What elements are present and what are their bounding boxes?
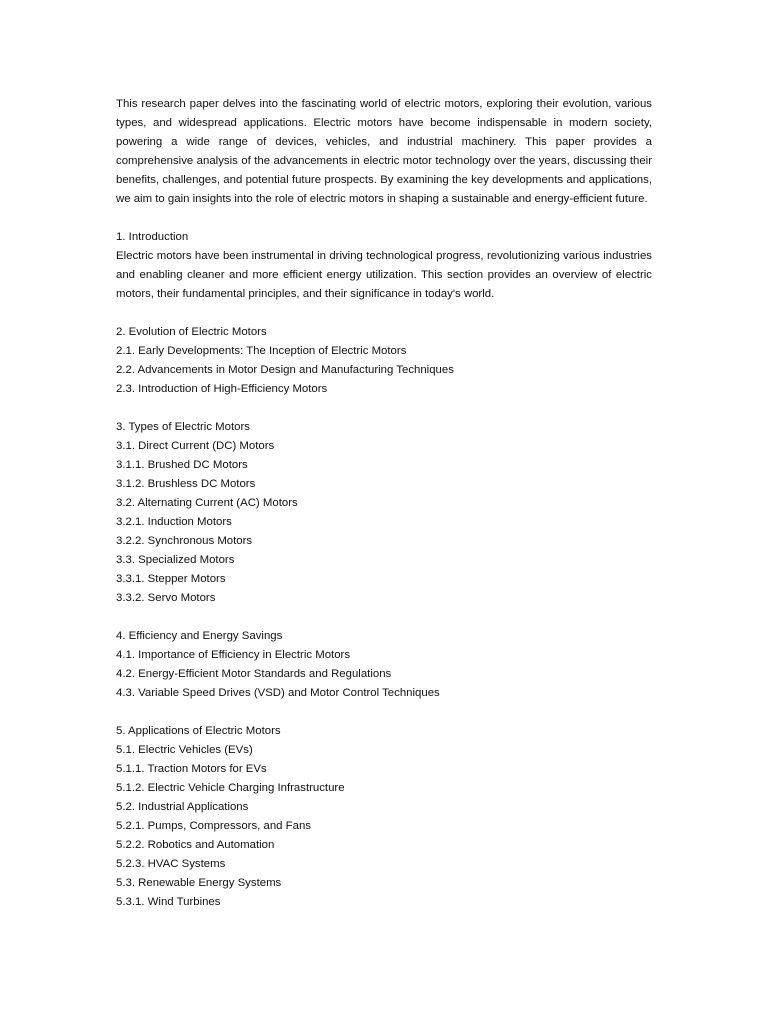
- section-heading-efficiency: 4. Efficiency and Energy Savings: [116, 630, 283, 642]
- subsection-item: 5.3. Renewable Energy Systems: [116, 877, 282, 889]
- section-heading-evolution: 2. Evolution of Electric Motors: [116, 326, 267, 338]
- evolution-section: [116, 323, 652, 399]
- efficiency-section: [116, 627, 652, 703]
- introduction-section: [116, 228, 652, 304]
- subsection-item: 3.1. Direct Current (DC) Motors: [116, 440, 275, 452]
- introduction-paragraph: Electric motors have been instrumental in driving technological progress, revolutionizing various industries and enabling cleaner and more efficient energy utilization. This section provides an overview of electric motors, their fundamental principles, and their significance in today's world.: [116, 250, 652, 300]
- subsection-item: 3.2.1. Induction Motors: [116, 516, 232, 528]
- subsection-item: 5.2.2. Robotics and Automation: [116, 839, 275, 851]
- subsection-item: 5.1.2. Electric Vehicle Charging Infrastructure: [116, 782, 345, 794]
- subsection-item: 2.1. Early Developments: The Inception of Electric Motors: [116, 345, 407, 357]
- subsection-item: 3.3.2. Servo Motors: [116, 592, 216, 604]
- section-heading-types: 3. Types of Electric Motors: [116, 421, 250, 433]
- subsection-item: 3.3. Specialized Motors: [116, 554, 235, 566]
- section-heading-applications: 5. Applications of Electric Motors: [116, 725, 281, 737]
- subsection-item: 5.1. Electric Vehicles (EVs): [116, 744, 253, 756]
- subsection-item: 5.3.1. Wind Turbines: [116, 896, 221, 908]
- subsection-item: 3.1.2. Brushless DC Motors: [116, 478, 256, 490]
- abstract-paragraph: This research paper delves into the fascinating world of electric motors, exploring their evolution, various types, and widespread applications. Electric motors have become indispensable in modern society, powering a wide range of devices, vehicles, and industrial machinery. This paper provides a comprehensive analysis of the advancements in electric motor technology over the years, discussing their benefits, challenges, and potential future prospects. By examining the key developments and applications, we aim to gain insights into the role of electric motors in shaping a sustainable and energy-efficient future.: [116, 98, 652, 205]
- subsection-item: 3.2. Alternating Current (AC) Motors: [116, 497, 298, 509]
- applications-section: [116, 722, 652, 912]
- subsection-item: 5.2.1. Pumps, Compressors, and Fans: [116, 820, 311, 832]
- subsection-item: 3.3.1. Stepper Motors: [116, 573, 226, 585]
- subsection-item: 4.2. Energy-Efficient Motor Standards and Regulations: [116, 668, 392, 680]
- subsection-item: 5.2. Industrial Applications: [116, 801, 249, 813]
- subsection-item: 2.3. Introduction of High-Efficiency Motors: [116, 383, 328, 395]
- subsection-item: 5.2.3. HVAC Systems: [116, 858, 226, 870]
- types-section: [116, 418, 652, 608]
- subsection-item: 3.2.2. Synchronous Motors: [116, 535, 253, 547]
- document-page: [116, 95, 652, 912]
- subsection-item: 4.1. Importance of Efficiency in Electric Motors: [116, 649, 351, 661]
- subsection-item: 4.3. Variable Speed Drives (VSD) and Motor Control Techniques: [116, 687, 440, 699]
- subsection-item: 3.1.1. Brushed DC Motors: [116, 459, 248, 471]
- subsection-item: 2.2. Advancements in Motor Design and Manufacturing Techniques: [116, 364, 454, 376]
- section-heading-introduction: 1. Introduction: [116, 231, 189, 243]
- subsection-item: 5.1.1. Traction Motors for EVs: [116, 763, 267, 775]
